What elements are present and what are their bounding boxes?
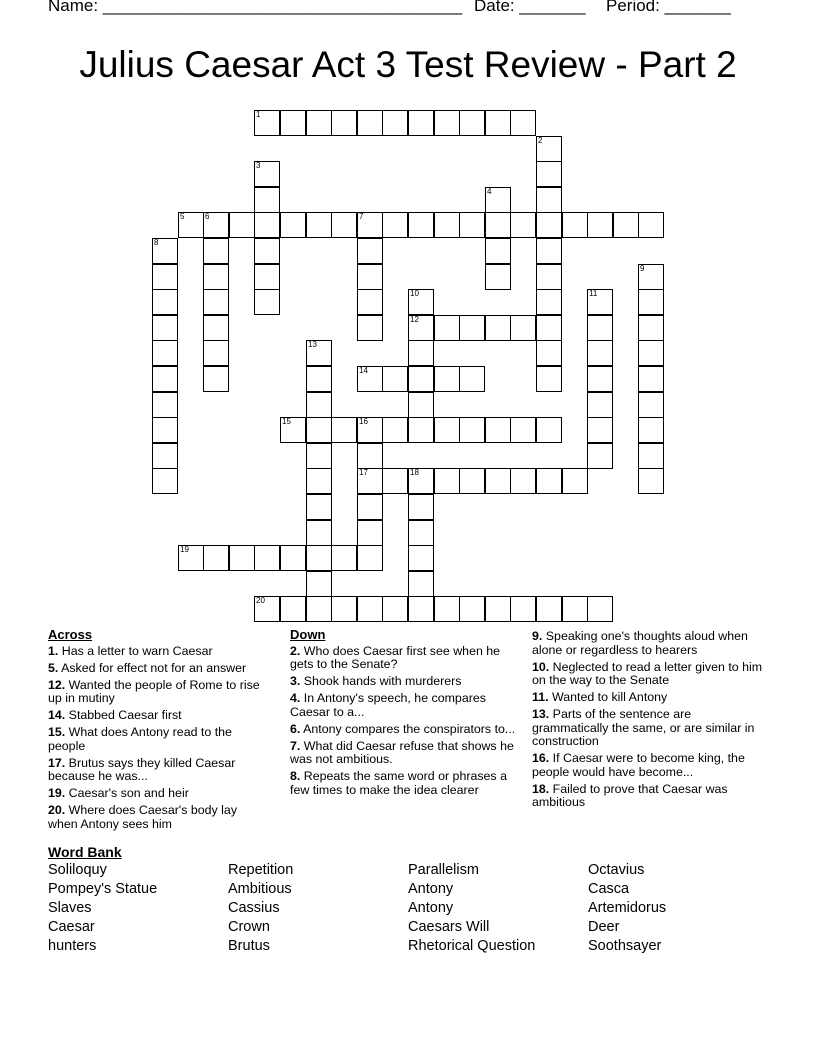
crossword-cell[interactable] [152, 443, 178, 469]
crossword-cell[interactable] [306, 494, 332, 520]
clue-text: Where does Caesar's body lay when Antony sees him [48, 803, 238, 831]
crossword-cell[interactable] [254, 110, 280, 136]
crossword-cell[interactable] [434, 468, 460, 494]
crossword-cell[interactable] [203, 366, 229, 392]
down-clue [290, 692, 516, 719]
crossword-cell[interactable] [562, 596, 588, 622]
crossword-cell[interactable] [536, 187, 562, 213]
clue-number-label: 4. [290, 691, 301, 705]
crossword-cell[interactable] [280, 110, 306, 136]
across-clue [48, 645, 270, 659]
crossword-cell[interactable] [203, 315, 229, 341]
clue-text: Repeats the same word or phrases a few times to make the idea clearer [290, 769, 507, 797]
crossword-cell[interactable] [459, 468, 485, 494]
crossword-cell[interactable] [357, 212, 383, 238]
crossword-cell[interactable] [638, 212, 664, 238]
crossword-cell[interactable] [357, 443, 383, 469]
word-bank-item: Ambitious [228, 881, 292, 897]
crossword-cell[interactable] [254, 212, 280, 238]
crossword-cell[interactable] [459, 212, 485, 238]
clue-number: 16 [359, 417, 368, 426]
down-clue [532, 661, 768, 688]
down-clue [290, 675, 516, 689]
crossword-cell[interactable] [408, 392, 434, 418]
crossword-cell[interactable] [382, 468, 408, 494]
down-clues-continued [532, 630, 768, 813]
clue-number: 6 [205, 212, 210, 221]
crossword-cell[interactable] [536, 161, 562, 187]
crossword-cell[interactable] [152, 366, 178, 392]
crossword-cell[interactable] [331, 545, 357, 571]
crossword-cell[interactable] [459, 366, 485, 392]
across-clues [48, 628, 270, 835]
crossword-cell[interactable] [357, 417, 383, 443]
crossword-cell[interactable] [587, 392, 613, 418]
crossword-cell[interactable] [306, 468, 332, 494]
across-clue [48, 757, 270, 784]
crossword-cell[interactable] [229, 545, 255, 571]
clue-text: Failed to prove that Caesar was ambitious [532, 781, 728, 809]
clue-text: What does Antony read to the people [48, 725, 232, 753]
crossword-cell[interactable] [357, 520, 383, 546]
crossword-cell[interactable] [408, 315, 434, 341]
word-bank-item: Repetition [228, 862, 294, 878]
clue-number: 17 [359, 468, 368, 477]
word-bank [48, 862, 768, 962]
crossword-cell[interactable] [536, 340, 562, 366]
crossword-cell[interactable] [306, 212, 332, 238]
crossword-cell[interactable] [357, 289, 383, 315]
clue-number-label: 8. [290, 769, 301, 783]
crossword-cell[interactable] [357, 315, 383, 341]
down-clue [290, 740, 516, 767]
crossword-cell[interactable] [357, 110, 383, 136]
crossword-cell[interactable] [382, 110, 408, 136]
clue-number: 8 [154, 238, 159, 247]
crossword-cell[interactable] [408, 494, 434, 520]
clue-number: 7 [359, 212, 364, 221]
clue-number: 19 [180, 545, 189, 554]
clue-number-label: 6. [290, 721, 301, 736]
crossword-cell[interactable] [536, 366, 562, 392]
down-clue [532, 691, 768, 705]
name-field-label: Name: ______________________________________ [48, 0, 463, 15]
clue-number: 10 [410, 289, 419, 298]
crossword-cell[interactable] [152, 264, 178, 290]
crossword-cell[interactable] [357, 545, 383, 571]
across-heading: Across [48, 627, 93, 642]
crossword-cell[interactable] [562, 212, 588, 238]
crossword-cell[interactable] [510, 315, 536, 341]
crossword-cell[interactable] [536, 136, 562, 162]
crossword-cell[interactable] [203, 238, 229, 264]
crossword-cell[interactable] [357, 596, 383, 622]
clue-number-label: 9. [532, 629, 543, 643]
crossword-cell[interactable] [638, 264, 664, 290]
word-bank-item: Antony [408, 881, 454, 897]
across-clue [48, 726, 270, 753]
crossword-cell[interactable] [306, 110, 332, 136]
crossword-cell[interactable] [434, 212, 460, 238]
crossword-cell[interactable] [408, 289, 434, 315]
word-bank-item: Slaves [48, 900, 92, 916]
crossword-cell[interactable] [587, 340, 613, 366]
crossword-cell[interactable] [638, 468, 664, 494]
word-bank-item: Soliloquy [48, 862, 107, 878]
across-clue [48, 787, 270, 801]
clue-number-label: 13. [532, 707, 550, 721]
crossword-cell[interactable] [280, 212, 306, 238]
crossword-cell[interactable] [459, 417, 485, 443]
crossword-cell[interactable] [203, 289, 229, 315]
date-field-label: Date: _______ [474, 0, 586, 15]
crossword-cell[interactable] [510, 417, 536, 443]
word-bank-item: Cassius [228, 900, 280, 916]
clue-number-label: 16. [532, 751, 550, 765]
crossword-cell[interactable] [638, 340, 664, 366]
clue-text: What did Caesar refuse that shows he was not ambitious. [290, 738, 514, 766]
clue-text: Parts of the sentence are grammatically the same, or are similar in construction [532, 707, 755, 748]
crossword-cell[interactable] [434, 417, 460, 443]
period-field-label: Period: _______ [606, 0, 731, 15]
crossword-cell[interactable] [254, 264, 280, 290]
crossword-cell[interactable] [357, 264, 383, 290]
crossword-cell[interactable] [306, 520, 332, 546]
word-bank-item: Parallelism [408, 862, 479, 878]
crossword-cell[interactable] [536, 417, 562, 443]
crossword-cell[interactable] [152, 340, 178, 366]
crossword-cell[interactable] [178, 545, 204, 571]
crossword-cell[interactable] [485, 110, 511, 136]
crossword-cell[interactable] [587, 366, 613, 392]
crossword-cell[interactable] [459, 596, 485, 622]
crossword-cell[interactable] [152, 417, 178, 443]
clue-number: 13 [308, 340, 317, 349]
clue-number: 4 [487, 187, 492, 196]
across-clue [48, 662, 270, 676]
word-bank-item: Artemidorus [588, 900, 667, 916]
clue-text: Has a letter to warn Caesar [58, 643, 213, 658]
down-clue [290, 723, 516, 737]
word-bank-item: Brutus [228, 938, 270, 954]
crossword-cell[interactable] [485, 417, 511, 443]
clue-text: Caesar's son and heir [65, 786, 189, 800]
crossword-cell[interactable] [254, 187, 280, 213]
crossword-cell[interactable] [587, 289, 613, 315]
crossword-cell[interactable] [408, 468, 434, 494]
crossword-cell[interactable] [638, 443, 664, 469]
crossword-cell[interactable] [254, 289, 280, 315]
word-bank-item: Pompey's Statue [48, 881, 158, 897]
crossword-cell[interactable] [408, 110, 434, 136]
clue-number-label: 10. [532, 659, 550, 674]
clue-number: 11 [589, 289, 598, 298]
clue-number: 14 [359, 366, 368, 375]
clue-number-label: 11. [532, 690, 549, 704]
across-clue [48, 679, 270, 706]
crossword-cell[interactable] [306, 571, 332, 597]
crossword-cell[interactable] [178, 212, 204, 238]
word-bank-item: hunters [48, 938, 97, 954]
clue-number-label: 3. [290, 674, 301, 688]
crossword-cell[interactable] [587, 212, 613, 238]
word-bank-item: Soothsayer [588, 938, 662, 954]
crossword-cell[interactable] [510, 110, 536, 136]
down-heading: Down [290, 627, 326, 642]
crossword-cell[interactable] [536, 264, 562, 290]
crossword-cell[interactable] [408, 596, 434, 622]
crossword-cell[interactable] [254, 161, 280, 187]
crossword-cell[interactable] [638, 392, 664, 418]
crossword-cell[interactable] [306, 340, 332, 366]
crossword-cell[interactable] [485, 596, 511, 622]
crossword-cell[interactable] [408, 520, 434, 546]
crossword-cell[interactable] [459, 110, 485, 136]
crossword-cell[interactable] [459, 315, 485, 341]
crossword-cell[interactable] [382, 417, 408, 443]
clue-number: 2 [538, 136, 543, 145]
clue-number-label: 2. [290, 643, 301, 658]
crossword-cell[interactable] [331, 596, 357, 622]
crossword-cell[interactable] [485, 187, 511, 213]
crossword-cell[interactable] [587, 596, 613, 622]
crossword-cell[interactable] [587, 443, 613, 469]
clue-number: 18 [410, 468, 419, 477]
crossword-cell[interactable] [331, 212, 357, 238]
crossword-cell[interactable] [485, 212, 511, 238]
page-title: Julius Caesar Act 3 Test Review - Part 2 [79, 44, 737, 85]
down-clue [532, 752, 768, 779]
crossword-cell[interactable] [203, 340, 229, 366]
across-clue [48, 804, 270, 831]
clue-number-label: 7. [290, 738, 301, 753]
word-bank-item: Caesar [48, 919, 95, 935]
crossword-cell[interactable] [280, 417, 306, 443]
clue-number-label: 19. [48, 786, 66, 800]
word-bank-item: Rhetorical Question [408, 938, 536, 954]
crossword-cell[interactable] [382, 596, 408, 622]
crossword-cell[interactable] [357, 468, 383, 494]
crossword-cell[interactable] [357, 366, 383, 392]
clue-number: 20 [256, 596, 265, 605]
crossword-cell[interactable] [485, 468, 511, 494]
crossword-cell[interactable] [306, 392, 332, 418]
clue-text: Brutus says they killed Caesar because he was... [48, 755, 236, 783]
crossword-cell[interactable] [510, 596, 536, 622]
crossword-cell[interactable] [152, 315, 178, 341]
crossword-cell[interactable] [306, 545, 332, 571]
crossword-cell[interactable] [510, 468, 536, 494]
crossword-cell[interactable] [536, 289, 562, 315]
crossword-cell[interactable] [638, 366, 664, 392]
crossword-cell[interactable] [357, 494, 383, 520]
crossword-cell[interactable] [408, 212, 434, 238]
crossword-cell[interactable] [331, 417, 357, 443]
clue-number: 9 [640, 264, 645, 273]
clue-number-label: 18. [532, 781, 550, 796]
word-bank-item: Antony [408, 900, 454, 916]
clue-text: Wanted to kill Antony [548, 690, 668, 704]
clue-text: Stabbed Caesar first [65, 708, 182, 722]
down-clue [532, 630, 768, 657]
down-clue [532, 708, 768, 749]
crossword-cell[interactable] [203, 545, 229, 571]
crossword-cell[interactable] [587, 417, 613, 443]
crossword-cell[interactable] [306, 443, 332, 469]
clue-text: Shook hands with murderers [300, 674, 462, 688]
clue-text: Antony compares the conspirators to... [300, 721, 516, 736]
crossword-cell[interactable] [638, 315, 664, 341]
clue-number-label: 14. [48, 708, 66, 722]
crossword-cell[interactable] [613, 212, 639, 238]
clue-text: Asked for effect not for an answer [58, 660, 247, 675]
clue-number: 3 [256, 161, 261, 170]
down-clue [290, 645, 516, 672]
crossword-cell[interactable] [434, 366, 460, 392]
crossword-cell[interactable] [638, 289, 664, 315]
crossword-cell[interactable] [203, 212, 229, 238]
crossword-cell[interactable] [229, 212, 255, 238]
down-clue [532, 783, 768, 810]
crossword-cell[interactable] [152, 392, 178, 418]
crossword-cell[interactable] [485, 238, 511, 264]
crossword-cell[interactable] [306, 596, 332, 622]
word-bank-item: Octavius [588, 862, 645, 878]
clue-text: Neglected to read a letter given to him on the way to the Senate [532, 659, 763, 687]
down-clue [290, 770, 516, 797]
crossword-cell[interactable] [306, 417, 332, 443]
word-bank-item: Crown [228, 919, 270, 935]
crossword-cell[interactable] [562, 468, 588, 494]
clue-number-label: 17. [48, 755, 66, 770]
crossword-cell[interactable] [434, 596, 460, 622]
clue-number-label: 5. [48, 660, 59, 675]
crossword-cell[interactable] [408, 340, 434, 366]
crossword-cell[interactable] [408, 571, 434, 597]
crossword-cell[interactable] [254, 545, 280, 571]
crossword-cell[interactable] [434, 110, 460, 136]
crossword-cell[interactable] [587, 315, 613, 341]
crossword-cell[interactable] [382, 212, 408, 238]
crossword-cell[interactable] [536, 315, 562, 341]
word-bank-heading: Word Bank [48, 844, 122, 860]
crossword-cell[interactable] [331, 110, 357, 136]
crossword-cell[interactable] [510, 212, 536, 238]
clue-text: Who does Caesar first see when he gets to the Senate? [290, 643, 501, 671]
clue-number: 15 [282, 417, 291, 426]
clue-text: Speaking one's thoughts aloud when alone or regardless to hearers [532, 629, 748, 657]
clue-number-label: 1. [48, 643, 59, 658]
crossword-cell[interactable] [203, 264, 229, 290]
crossword-cell[interactable] [485, 315, 511, 341]
crossword-cell[interactable] [408, 545, 434, 571]
crossword-cell[interactable] [536, 238, 562, 264]
crossword-cell[interactable] [382, 366, 408, 392]
clue-number-label: 15. [48, 725, 66, 739]
crossword-cell[interactable] [408, 366, 434, 392]
clue-number-label: 12. [48, 677, 66, 692]
crossword-cell[interactable] [434, 315, 460, 341]
crossword-cell[interactable] [254, 238, 280, 264]
crossword-cell[interactable] [280, 596, 306, 622]
clue-number: 5 [180, 212, 185, 221]
crossword-cell[interactable] [254, 596, 280, 622]
word-bank-item: Caesars Will [408, 919, 490, 935]
crossword-cell[interactable] [638, 417, 664, 443]
crossword-cell[interactable] [280, 545, 306, 571]
clue-number-label: 20. [48, 803, 66, 817]
clue-number: 1 [256, 110, 261, 119]
crossword-cell[interactable] [152, 238, 178, 264]
across-clue [48, 709, 270, 723]
crossword-cell[interactable] [536, 468, 562, 494]
crossword-cell[interactable] [485, 264, 511, 290]
crossword-cell[interactable] [306, 366, 332, 392]
clue-text: If Caesar were to become king, the people would have become... [532, 751, 745, 779]
crossword-cell[interactable] [357, 238, 383, 264]
clue-number: 12 [410, 315, 419, 324]
crossword-cell[interactable] [536, 596, 562, 622]
crossword-cell[interactable] [152, 468, 178, 494]
word-bank-item: Casca [588, 881, 630, 897]
clue-text: In Antony's speech, he compares Caesar to a... [290, 691, 486, 719]
word-bank-item: Deer [588, 919, 620, 935]
clue-text: Wanted the people of Rome to rise up in mutiny [48, 677, 260, 705]
down-clues [290, 628, 516, 801]
crossword-cell[interactable] [152, 289, 178, 315]
crossword-cell[interactable] [536, 212, 562, 238]
crossword-cell[interactable] [408, 417, 434, 443]
